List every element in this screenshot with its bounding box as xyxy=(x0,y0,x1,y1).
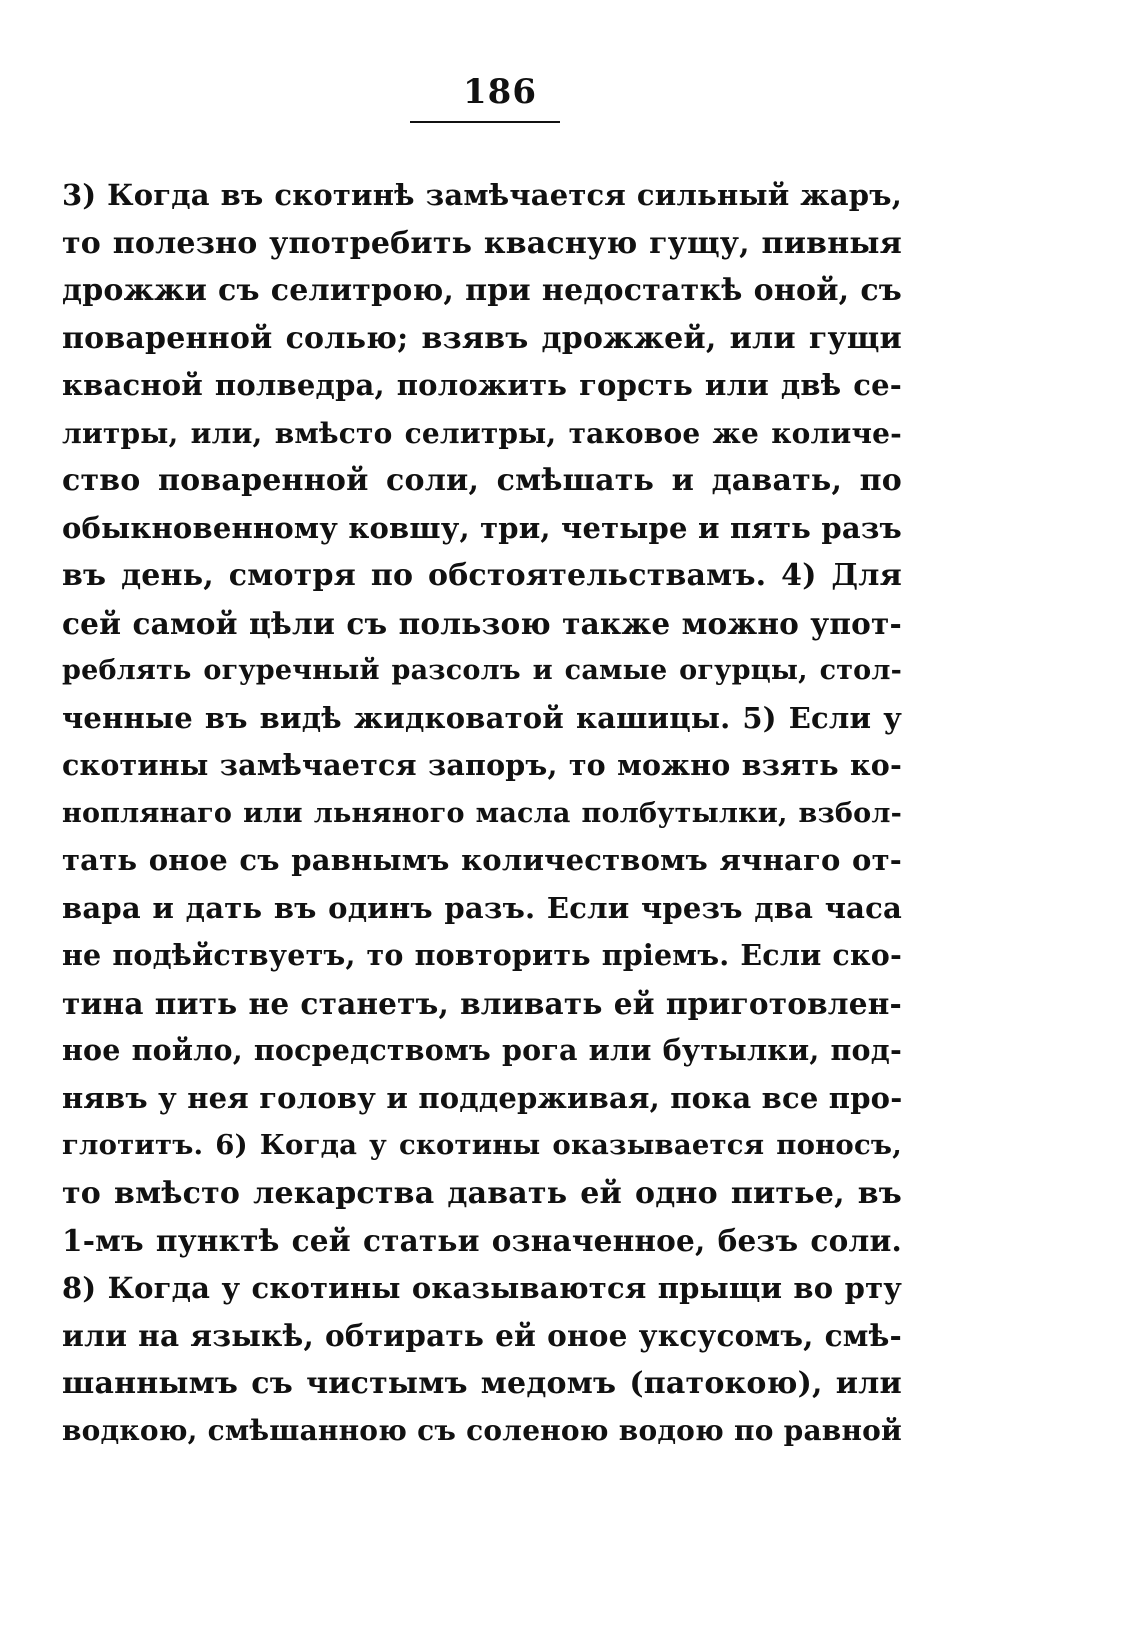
header-rule xyxy=(410,121,560,123)
text-line: обыкновенному ковшу, три, четыре и пять разъ xyxy=(62,510,902,545)
text-line: квасной полведра, положить горсть или двѣ се- xyxy=(62,368,902,402)
text-line: или на языкѣ, обтирать ей оное уксусомъ, смѣ- xyxy=(62,1318,902,1353)
text-line: сей самой цѣли съ пользою также можно упот- xyxy=(62,605,902,641)
text-line: не подѣйствуетъ, то повторить пріемъ. Если ско- xyxy=(62,938,902,972)
text-line: тина пить не станетъ, вливать ей приготовлен- xyxy=(62,985,902,1021)
text-line: ство поваренной соли, смѣшать и давать, по xyxy=(62,463,902,498)
text-line: ное пойло, посредствомъ рога или бутылки, под- xyxy=(62,1033,902,1067)
text-line: поваренной солью; взявъ дрожжей, или гущи xyxy=(62,320,902,356)
text-line: тать оное съ равнымъ количествомъ ячнаго от- xyxy=(62,843,902,877)
page-number: 186 xyxy=(463,72,537,112)
body-text xyxy=(62,172,902,1455)
text-line: литры, или, вмѣсто селитры, таковое же количе- xyxy=(62,416,902,450)
text-line: дрожжи съ селитрою, при недостаткѣ оной, съ xyxy=(62,273,902,308)
text-line: водкою, смѣшанною съ соленою водою по равной xyxy=(62,1414,902,1447)
text-line: то вмѣсто лекарства давать ей одно питье, въ xyxy=(62,1175,902,1211)
text-line: 3) Когда въ скотинѣ замѣчается сильный жаръ, xyxy=(62,178,902,212)
text-line: въ день, смотря по обстоятельствамъ. 4) Для xyxy=(62,558,902,593)
text-line: реблять огуречный разсолъ и самые огурцы, стол- xyxy=(62,655,902,686)
text-line: нявъ у нея голову и поддерживая, пока все про- xyxy=(62,1080,903,1115)
text-line: ноплянаго или льняного масла полбутылки, взбол- xyxy=(62,797,902,829)
text-line: 1-мъ пунктѣ сей статьи означенное, безъ соли. xyxy=(62,1223,902,1258)
text-line: глотитъ. 6) Когда у скотины оказывается поносъ, xyxy=(62,1129,902,1161)
text-line: вара и дать въ одинъ разъ. Если чрезъ два часа xyxy=(62,890,902,925)
text-line: скотины замѣчается запоръ, то можно взять ко- xyxy=(62,748,902,782)
text-line: шаннымъ съ чистымъ медомъ (патокою), или xyxy=(62,1365,902,1401)
text-line: ченные въ видѣ жидковатой кашицы. 5) Если у xyxy=(62,700,902,735)
text-line: 8) Когда у скотины оказываются прыщи во рту xyxy=(62,1270,902,1305)
text-line: то полезно употребить квасную гущу, пивныя xyxy=(62,225,902,261)
